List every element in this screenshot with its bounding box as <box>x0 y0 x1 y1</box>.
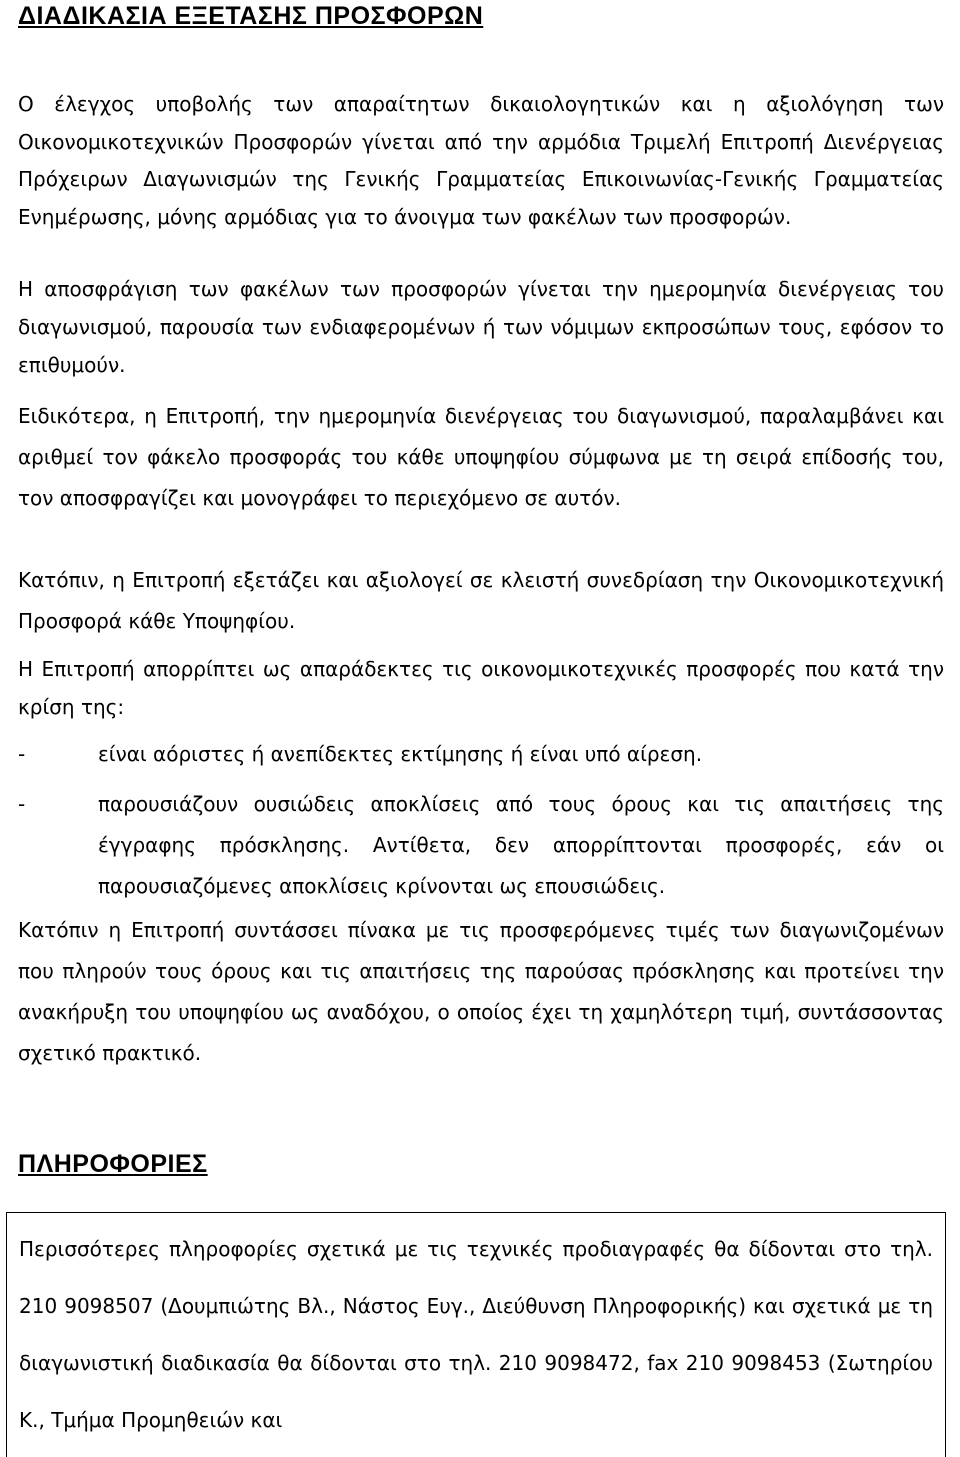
bullet-text: παρουσιάζουν ουσιώδεις αποκλίσεις από τους όρους και τις απαιτήσεις της έγγραφης πρόσκλησης. Αντίθετα, δεν απορρίπτονται προσφορές, εάν οι παρουσιαζόμενες αποκλίσεις κρίνονται ως επουσιώδεις. <box>98 792 944 898</box>
paragraph-closed-session: Κατόπιν, η Επιτροπή εξετάζει και αξιολογεί σε κλειστή συνεδρίαση την Οικονομικοτεχνική Προσφορά κάθε Υποψηφίου. <box>18 568 944 633</box>
paragraph-evaluation-committee: Ο έλεγχος υποβολής των απαραίτητων δικαιολογητικών και η αξιολόγηση των Οικονομικοτεχνικών Προσφορών γίνεται από την αρμόδια Τριμελή Επιτροπή Διενέργειας Πρόχειρων Διαγωνισμών της Γενικής Γραμματείας Επικοινωνίας-Γενικής Γραμματείας Ενημέρωσης, μόνης αρμόδιας για το άνοιγμα των φακέλων των προσφορών. <box>18 92 944 229</box>
paragraph-price-table: Κατόπιν η Επιτροπή συντάσσει πίνακα με τις προσφερόμενες τιμές των διαγωνιζομένων που πληρούν τους όρους και τις απαιτήσεις της παρούσας πρόσκλησης και προτείνει την ανακήρυξη του υποψηφίου ως αναδόχου, ο οποίος έχει τη χαμηλότερη τιμή, συντάσσοντας σχετικό πρακτικό. <box>18 918 944 1065</box>
bullet-dash: - <box>18 742 26 766</box>
paragraph-unsealing: Η αποσφράγιση των φακέλων των προσφορών γίνεται την ημερομηνία διενέργειας του διαγωνισμού, παρουσία των ενδιαφερομένων ή των νόμιμων εκπροσώπων τους, εφόσον το επιθυμούν. <box>18 277 944 377</box>
document-title: ΔΙΑΔΙΚΑΣΙΑ ΕΞΕΤΑΣΗΣ ΠΡΟΣΦΟΡΩΝ <box>18 2 484 30</box>
info-box <box>6 1212 946 1457</box>
info-heading: ΠΛΗΡΟΦΟΡΙΕΣ <box>18 1150 208 1178</box>
info-text: Περισσότερες πληροφορίες σχετικά με τις τεχνικές προδιαγραφές θα δίδονται στο τηλ. 210 9098507 (Δουμπιώτης Βλ., Νάστος Ευγ., Διεύθυνση Πληροφορικής) και σχετικά με τη διαγωνιστική διαδικασία θα δίδονται στο τηλ. 210 9098472, fax 210 9098453 (Σωτηρίου Κ., Τμήμα Προμηθειών και <box>19 1237 933 1432</box>
list-item <box>18 734 944 775</box>
bullet-dash: - <box>18 792 26 816</box>
bullet-text: είναι αόριστες ή ανεπίδεκτες εκτίμησης ή είναι υπό αίρεση. <box>98 742 703 766</box>
list-item <box>18 784 944 907</box>
paragraph-rejection-criteria: Η Επιτροπή απορρίπτει ως απαράδεκτες τις οικονομικοτεχνικές προσφορές που κατά την κρίση της: <box>18 657 944 719</box>
paragraph-procedure-details: Ειδικότερα, η Επιτροπή, την ημερομηνία διενέργειας του διαγωνισμού, παραλαμβάνει και αριθμεί τον φάκελο προσφοράς του κάθε υποψηφίου σύμφωνα με τη σειρά επίδοσής του, τον αποσφραγίζει και μονογράφει το περιεχόμενο σε αυτόν. <box>18 404 944 510</box>
